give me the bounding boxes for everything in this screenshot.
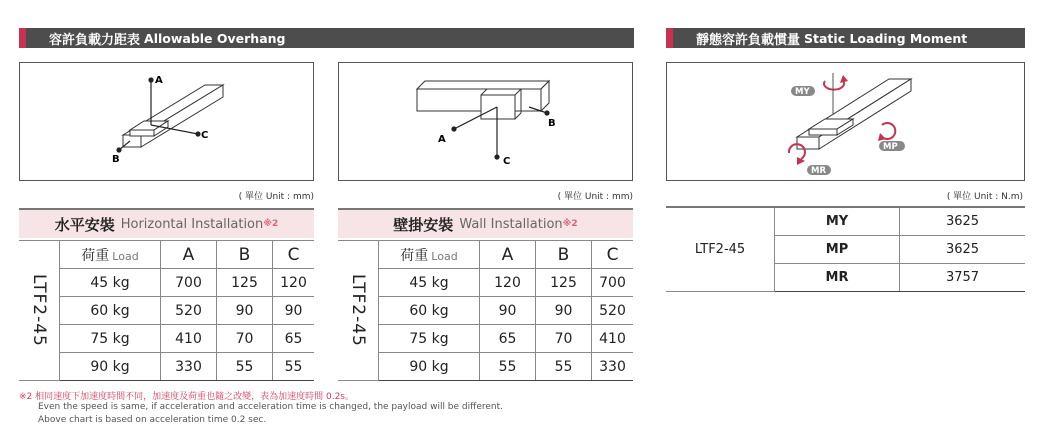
label-mp: MP [883, 142, 898, 152]
table-row [666, 207, 1025, 236]
load-header [60, 241, 161, 269]
overhang-title-en: Allowable Overhang [144, 30, 286, 46]
moment-rail-illustration [667, 63, 1024, 180]
col-a-header: A [480, 241, 536, 269]
load-cell: 75 kg [60, 325, 161, 353]
b-cell: 125 [217, 269, 273, 297]
b-cell: 90 [217, 297, 273, 325]
label-c: C [503, 156, 511, 167]
table-row [19, 297, 314, 325]
table-row [338, 297, 633, 325]
a-cell: 700 [161, 269, 217, 297]
a-cell: 520 [161, 297, 217, 325]
load-header-cn: 荷重 [81, 247, 110, 264]
wall-diagram [338, 62, 633, 181]
moment-title-cn: 靜態容許負載慣量 [696, 32, 801, 48]
c-cell: 55 [273, 353, 315, 381]
header-accent-bar [666, 28, 673, 48]
b-cell: 55 [217, 353, 273, 381]
load-cell: 60 kg [60, 297, 161, 325]
model-cell: LTF2-45 [666, 207, 775, 292]
header-accent-bar [19, 28, 26, 48]
table-header-row [338, 241, 633, 269]
c-cell: 700 [592, 269, 634, 297]
moment-table [666, 206, 1025, 292]
label-b: B [548, 118, 556, 129]
wall-installation-title [338, 208, 633, 238]
footnote-en-1: Even the speed is same, if acceleration and acceleration time is changed, the payload will be different. [38, 402, 504, 412]
table-header-row [19, 241, 314, 269]
horizontal-title-en: Horizontal Installation [120, 216, 264, 232]
c-cell: 330 [592, 353, 634, 381]
a-cell: 55 [480, 353, 536, 381]
c-cell: 120 [273, 269, 315, 297]
table-row [338, 325, 633, 353]
table-row [338, 269, 633, 297]
load-cell: 75 kg [379, 325, 480, 353]
wall-unit-note: ( 單位 Unit : mm) [557, 192, 633, 202]
a-cell: 330 [161, 353, 217, 381]
wall-load-table [338, 240, 633, 381]
moment-diagram [666, 62, 1025, 181]
label-c: C [201, 130, 209, 141]
moment-title-en: Static Loading Moment [804, 30, 968, 46]
table-row [19, 269, 314, 297]
axis-cell: MY [775, 207, 900, 236]
horizontal-unit-note: ( 單位 Unit : mm) [238, 192, 314, 202]
model-cell: LTF2-45 [338, 241, 379, 381]
moment-unit-note: ( 單位 Unit : N.m) [946, 192, 1023, 202]
wall-rail-illustration [339, 63, 632, 180]
horizontal-diagram [19, 62, 314, 181]
c-cell: 65 [273, 325, 315, 353]
load-cell: 45 kg [60, 269, 161, 297]
label-mr: MR [811, 166, 827, 176]
moment-section-header [666, 28, 1025, 48]
load-header [379, 241, 480, 269]
col-a-header: A [161, 241, 217, 269]
load-header-cn: 荷重 [400, 247, 429, 264]
b-cell: 70 [536, 325, 592, 353]
load-header-en: Load [431, 249, 458, 263]
label-b: B [112, 154, 120, 165]
horizontal-load-table [19, 240, 314, 381]
a-cell: 120 [480, 269, 536, 297]
c-cell: 410 [592, 325, 634, 353]
load-cell: 60 kg [379, 297, 480, 325]
a-cell: 65 [480, 325, 536, 353]
a-cell: 410 [161, 325, 217, 353]
wall-title-cn: 壁掛安裝 [393, 215, 454, 234]
horizontal-title-cn: 水平安裝 [54, 215, 115, 234]
label-a: A [438, 134, 446, 145]
overhang-title-cn: 容許負載力距表 [49, 32, 141, 48]
b-cell: 125 [536, 269, 592, 297]
col-b-header: B [217, 241, 273, 269]
load-cell: 90 kg [379, 353, 480, 381]
table-row [338, 353, 633, 381]
col-c-header: C [273, 241, 315, 269]
footnote-en-2: Above chart is based on acceleration time 0.2 sec. [38, 415, 267, 425]
b-cell: 70 [217, 325, 273, 353]
label-a: A [155, 75, 163, 86]
note-mark: ※2 [263, 219, 279, 229]
overhang-section-header [19, 28, 634, 48]
axis-cell: MP [775, 236, 900, 264]
note-mark: ※2 [562, 219, 578, 229]
label-my: MY [795, 87, 810, 97]
b-cell: 90 [536, 297, 592, 325]
wall-title-en: Wall Installation [459, 216, 563, 232]
load-cell: 90 kg [60, 353, 161, 381]
table-row [19, 353, 314, 381]
load-cell: 45 kg [379, 269, 480, 297]
footnote-cn: ※2 相同速度下加速度時間不同，加速度及荷重也隨之改變，表為加速度時間 0.2s。 [19, 392, 354, 402]
model-cell: LTF2-45 [19, 241, 60, 381]
a-cell: 90 [480, 297, 536, 325]
horizontal-installation-title [19, 208, 314, 238]
col-b-header: B [536, 241, 592, 269]
load-header-en: Load [112, 249, 139, 263]
value-cell: 3625 [900, 207, 1026, 236]
value-cell: 3757 [900, 264, 1026, 292]
b-cell: 55 [536, 353, 592, 381]
axis-cell: MR [775, 264, 900, 292]
value-cell: 3625 [900, 236, 1026, 264]
c-cell: 90 [273, 297, 315, 325]
col-c-header: C [592, 241, 634, 269]
horizontal-rail-illustration [20, 63, 313, 180]
table-row [19, 325, 314, 353]
c-cell: 520 [592, 297, 634, 325]
